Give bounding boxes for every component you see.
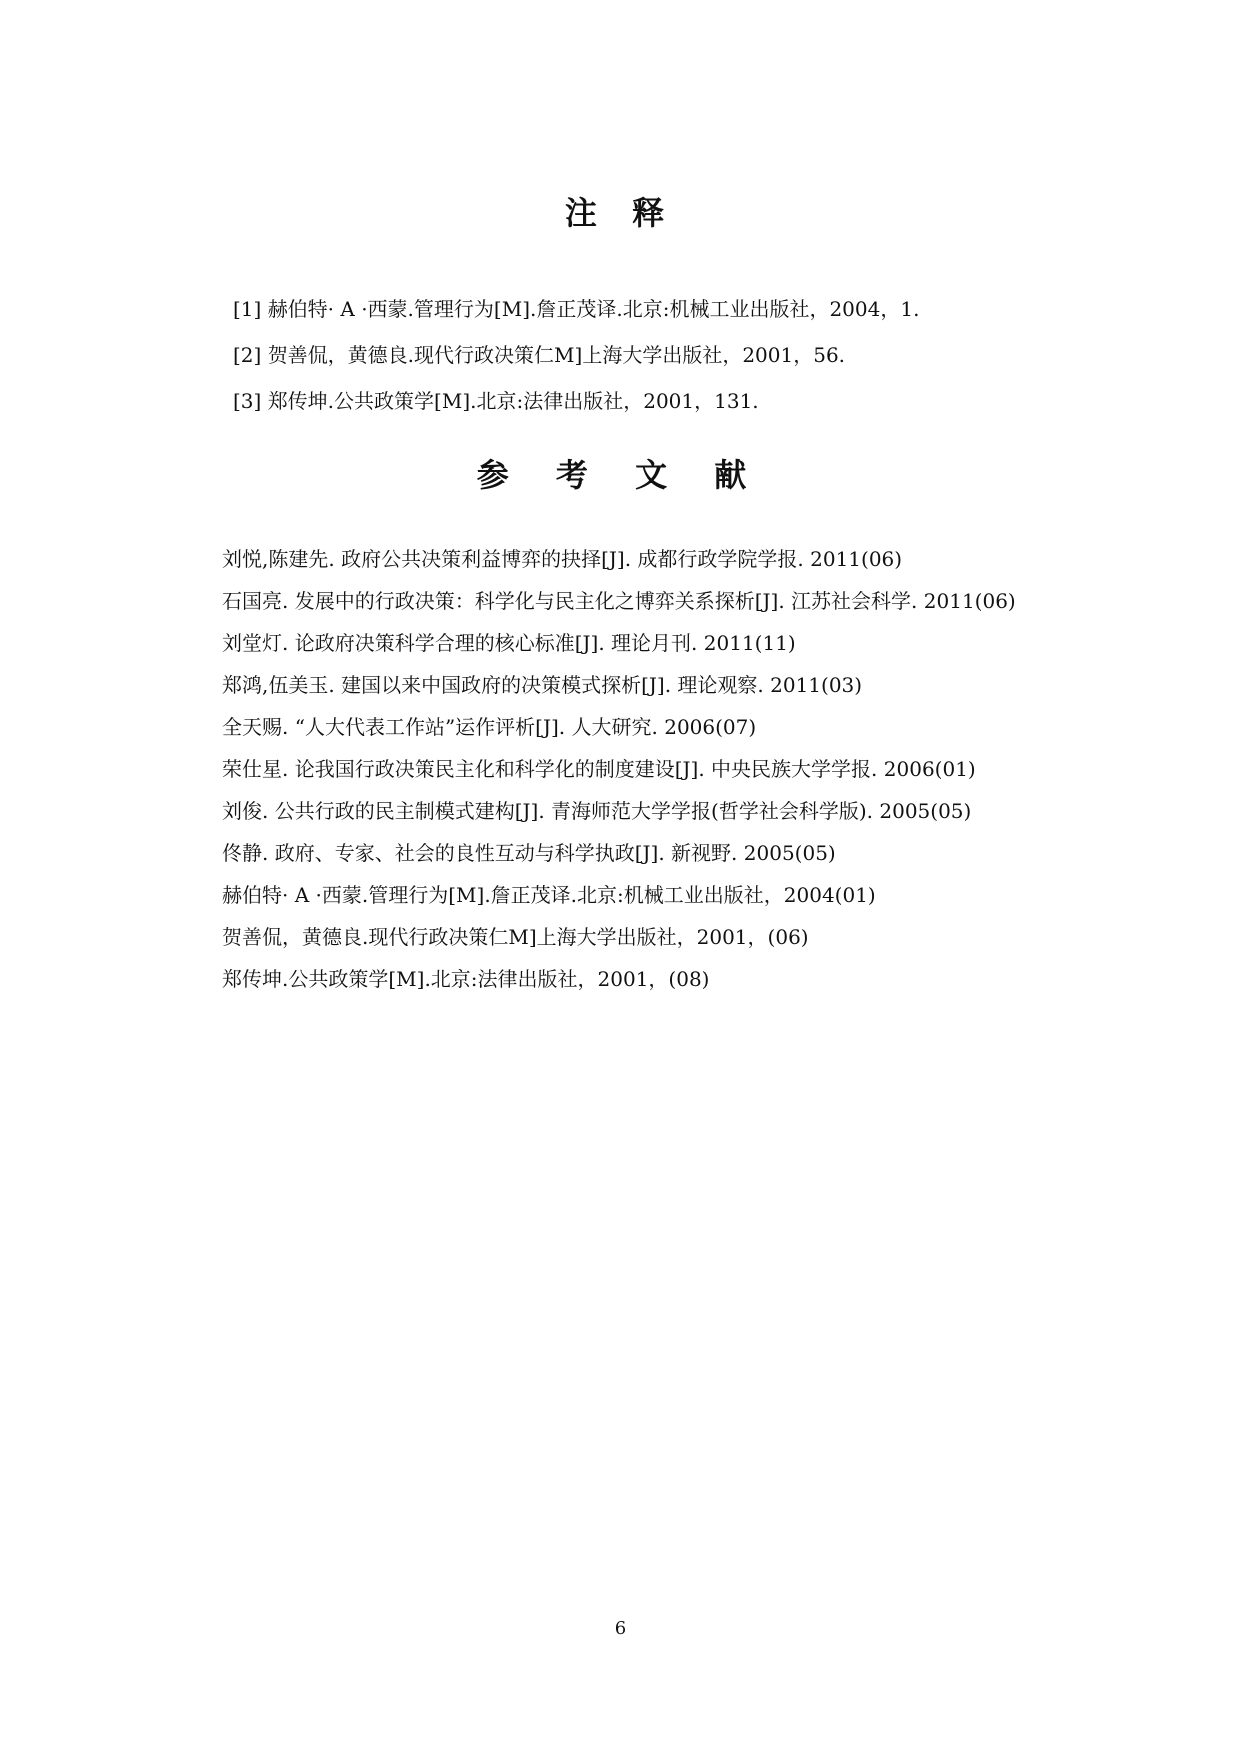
reference-item-10: 贺善侃，黄德良.现代行政决策仁M]上海大学出版社，2001，(06): [222, 925, 809, 949]
reference-item-6: 荣仕星. 论我国行政决策民主化和科学化的制度建设[J]. 中央民族大学学报. 2006(01): [222, 757, 976, 781]
reference-item-2: 石国亮. 发展中的行政决策：科学化与民主化之博弈关系探析[J]. 江苏社会科学. 2011(06): [222, 589, 1016, 613]
note-item-2: [2] 贺善侃，黄德良.现代行政决策仁M]上海大学出版社，2001，56.: [233, 343, 846, 367]
notes-list: [233, 286, 1133, 424]
reference-item-11: 郑传坤.公共政策学[M].北京:法律出版社，2001，(08): [222, 967, 710, 991]
references-heading: 参 考 文 献: [476, 456, 765, 494]
note-item-3: [3] 郑传坤.公共政策学[M].北京:法律出版社，2001，131.: [233, 389, 759, 413]
reference-item-1: 刘悦,陈建先. 政府公共决策利益博弈的抉择[J]. 成都行政学院学报. 2011(06): [222, 547, 903, 571]
notes-heading: 注 释: [564, 194, 677, 232]
reference-item-7: 刘俊. 公共行政的民主制模式建构[J]. 青海师范大学学报(哲学社会科学版). 2005(05): [222, 799, 972, 823]
reference-item-4: 郑鸿,伍美玉. 建国以来中国政府的决策模式探析[J]. 理论观察. 2011(03): [222, 673, 863, 697]
reference-item-8: 佟静. 政府、专家、社会的良性互动与科学执政[J]. 新视野. 2005(05): [222, 841, 836, 865]
page-number: 6: [614, 1618, 627, 1639]
reference-item-3: 刘堂灯. 论政府决策科学合理的核心标准[J]. 理论月刊. 2011(11): [222, 631, 796, 655]
reference-item-9: 赫伯特· A ·西蒙.管理行为[M].詹正茂译.北京:机械工业出版社，2004(01): [222, 883, 876, 907]
reference-item-5: 全天赐. “人大代表工作站”运作评析[J]. 人大研究. 2006(07): [222, 715, 757, 739]
note-item-1: [1] 赫伯特· A ·西蒙.管理行为[M].詹正茂译.北京:机械工业出版社，2004，1.: [233, 297, 920, 321]
references-list: [222, 538, 1182, 1000]
